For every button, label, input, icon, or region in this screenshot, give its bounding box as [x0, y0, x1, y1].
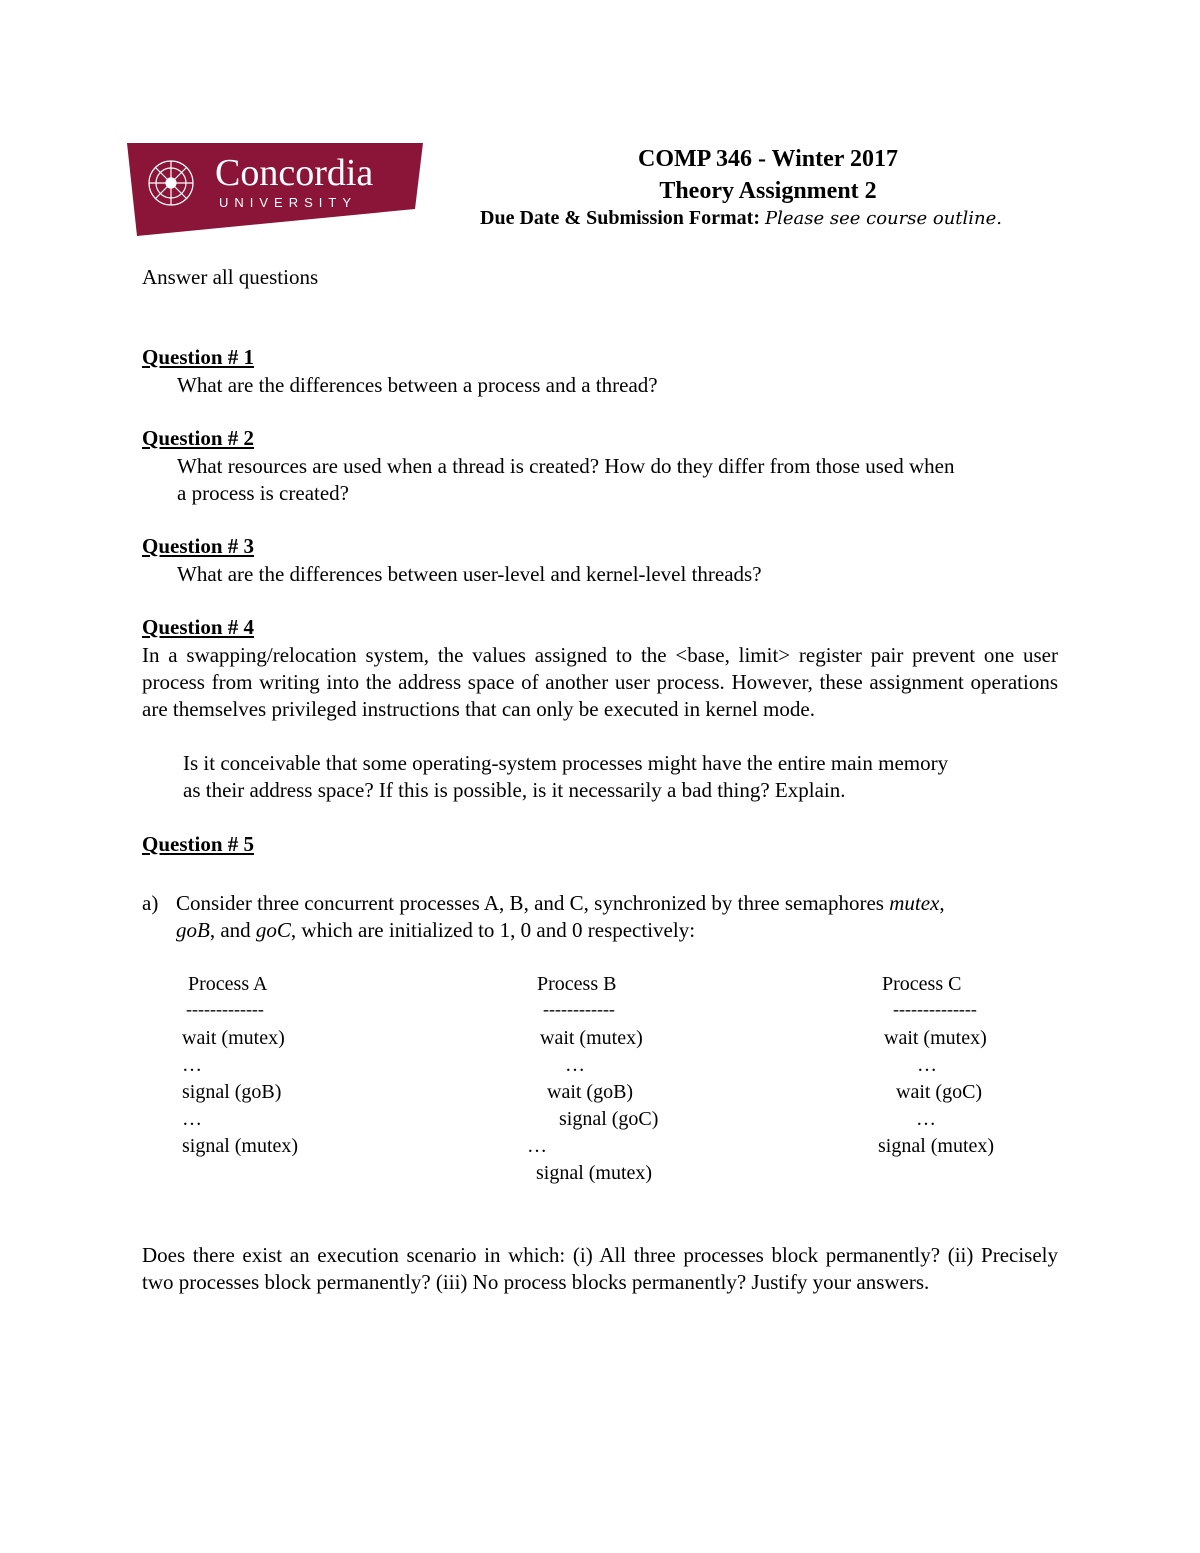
- assignment-title: Theory Assignment 2: [659, 178, 877, 204]
- question-4-paragraph: In a swapping/relocation system, the values assigned to the <base, limit> register pair prevent one user process from writing into the address space of another user process. However, these assignment operations are themselves privileged instructions that can only be executed in kernel mode.: [142, 643, 1058, 721]
- process-c-line: …: [916, 1108, 936, 1130]
- intro-text: Answer all questions: [142, 265, 319, 289]
- gob-term: goB: [176, 918, 210, 942]
- process-c-rule: --------------: [893, 999, 977, 1019]
- question-3-heading: Question # 3: [142, 534, 255, 558]
- logo-name: Concordia: [215, 152, 374, 194]
- due-label: Due Date & Submission Format:: [480, 207, 760, 229]
- question-3-text: What are the differences between user-level and kernel-level threads?: [177, 562, 762, 586]
- part-a-line-2: goB, and goC, which are initialized to 1, 0 and 0 respectively:: [176, 918, 696, 942]
- seal-icon: [149, 161, 193, 205]
- logo-subtitle: UNIVERSITY: [219, 195, 358, 210]
- process-c-line: wait (mutex): [884, 1027, 987, 1049]
- question-1-heading: Question # 1: [142, 345, 255, 369]
- question-4-line-2: as their address space? If this is possible, is it necessarily a bad thing? Explain.: [183, 778, 846, 802]
- process-c-line: …: [917, 1054, 937, 1076]
- process-b-line: signal (goC): [559, 1108, 659, 1130]
- course-title: COMP 346 - Winter 2017: [638, 146, 898, 172]
- due-line: [480, 207, 1002, 230]
- process-c-title: Process C: [882, 973, 962, 995]
- process-a-line: …: [182, 1054, 202, 1076]
- process-c-line: signal (mutex): [878, 1135, 995, 1157]
- process-b-rule: ------------: [543, 999, 615, 1019]
- question-2-heading: Question # 2: [142, 426, 255, 450]
- process-b-title: Process B: [537, 973, 617, 995]
- question-5-closing: Does there exist an execution scenario in which: (i) All three processes block permanently? (ii) Precisely two processes block permanently? (iii) No process blocks permanently? Justify your answers.: [142, 1243, 1058, 1294]
- goc-term: goC: [255, 918, 291, 942]
- process-a-title: Process A: [188, 973, 268, 995]
- due-value: Please see course outline.: [765, 208, 1002, 229]
- process-b-line: …: [527, 1135, 547, 1157]
- question-1-text: What are the differences between a process and a thread?: [177, 373, 658, 397]
- mutex-term: mutex: [889, 891, 940, 915]
- process-a-line: wait (mutex): [182, 1027, 285, 1049]
- question-5-heading: Question # 5: [142, 832, 255, 856]
- process-b-line: wait (goB): [547, 1081, 634, 1103]
- process-a-rule: -------------: [186, 999, 264, 1019]
- process-b-line: wait (mutex): [540, 1027, 643, 1049]
- process-a-line: …: [182, 1108, 202, 1130]
- part-a-label: a): [142, 891, 159, 915]
- process-a-line: signal (goB): [182, 1081, 282, 1103]
- question-2-line-1: What resources are used when a thread is created? How do they differ from those used when: [177, 454, 955, 478]
- process-a-line: signal (mutex): [182, 1135, 299, 1157]
- concordia-logo: [127, 143, 423, 236]
- question-4-line-1: Is it conceivable that some operating-system processes might have the entire main memory: [183, 751, 949, 775]
- question-2-line-2: a process is created?: [177, 481, 349, 505]
- part-a-line-1: Consider three concurrent processes A, B, and C, synchronized by three semaphores mutex,: [176, 891, 945, 915]
- process-b-line: …: [565, 1054, 585, 1076]
- question-4-heading: Question # 4: [142, 615, 255, 639]
- process-b-line: signal (mutex): [536, 1162, 653, 1184]
- process-c-line: wait (goC): [896, 1081, 983, 1103]
